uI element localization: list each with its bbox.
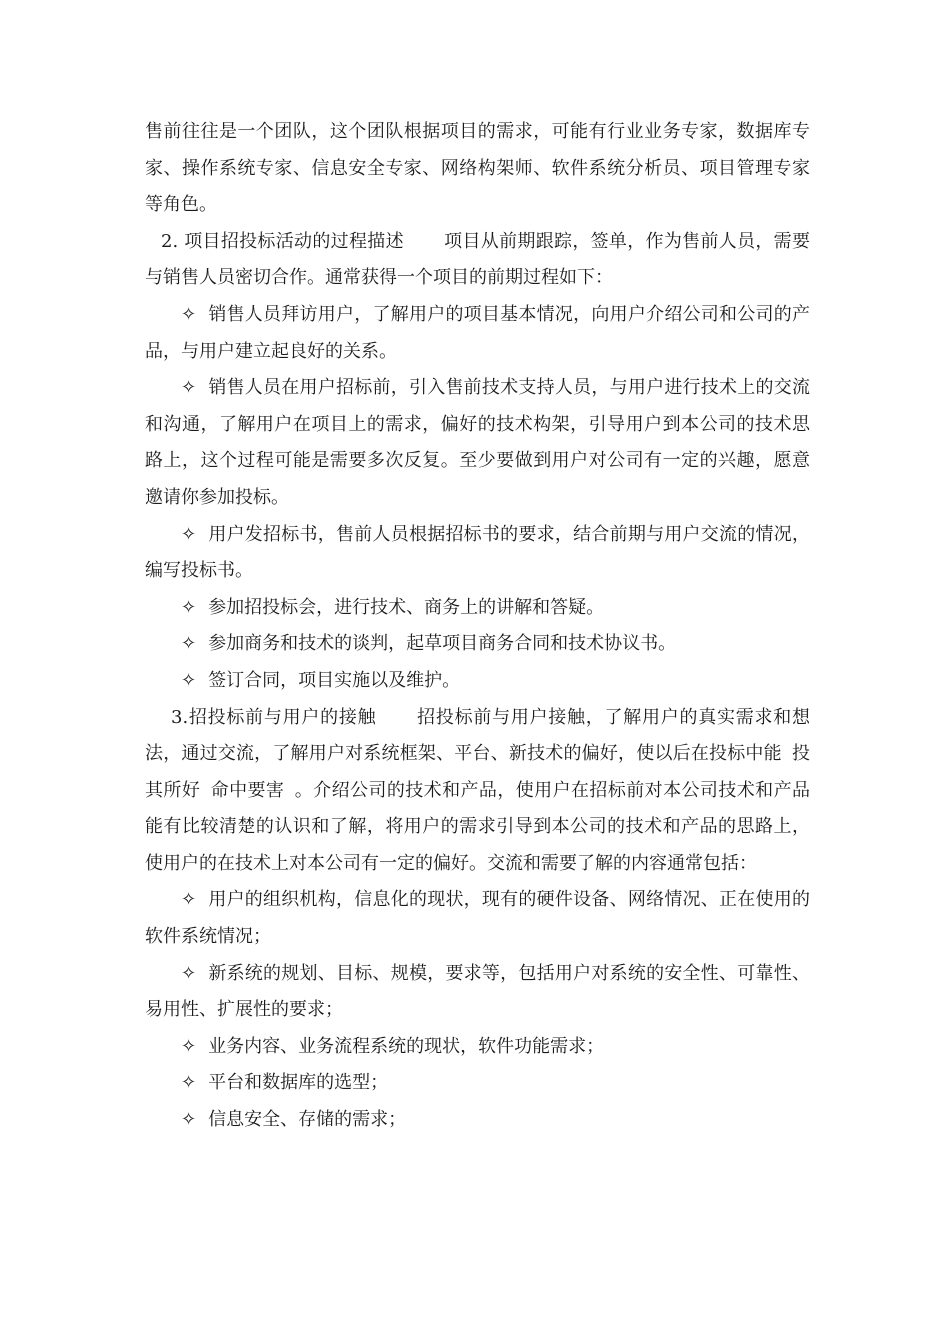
section-2-body: 项目从前期跟踪，签单，作为售前人员，需要与销售人员密切合作。通常获得一个项目的前期过程如下： bbox=[145, 230, 810, 289]
list-item: ✧ 新系统的规划、目标、规模，要求等，包括用户对系统的安全性、可靠性、易用性、扩展性的要求； bbox=[145, 962, 810, 1021]
section-3-body: 招投标前与用户接触，了解用户的真实需求和想法，通过交流，了解用户对系统框架、平台、新技术的偏好，使以后在投标中能 bbox=[145, 706, 810, 765]
diamond-bullet-icon: ✧ bbox=[181, 1035, 197, 1057]
diamond-bullet-icon: ✧ bbox=[181, 669, 197, 691]
list-item: ✧ 参加商务和技术的谈判，起草项目商务合同和技术协议书。 bbox=[181, 633, 677, 655]
list-item: ✧ 信息安全、存储的需求； bbox=[181, 1109, 407, 1131]
document-body bbox=[145, 114, 810, 1139]
diamond-bullet-icon: ✧ bbox=[181, 889, 197, 911]
intro-paragraph: 售前往往是一个团队，这个团队根据项目的需求，可能有行业业务专家，数据库专家、操作系统专家、信息安全专家、网络构架师、软件系统分析员、项目管理专家等角色。 bbox=[145, 121, 810, 216]
list-item: ✧ 销售人员在用户招标前，引入售前技术支持人员，与用户进行技术上的交流和沟通，了解用户在项目上的需求，偏好的技术构架，引导用户到本公司的技术思路上，这个过程可能是需要多次反复。至少要做到用户对公司有一定的兴趣，愿意邀请你参加投标。 bbox=[145, 377, 810, 508]
list-item: ✧ 平台和数据库的选型； bbox=[181, 1072, 389, 1094]
section-2-paragraph bbox=[145, 224, 810, 297]
list-item: ✧ 用户的组织机构，信息化的现状，现有的硬件设备、网络情况、正在使用的软件系统情况； bbox=[145, 889, 810, 948]
list-item: ✧ 签订合同，项目实施以及维护。 bbox=[181, 669, 461, 691]
list-item: ✧ 用户发招标书，售前人员根据招标书的要求，结合前期与用户交流的情况，编写投标书。 bbox=[145, 523, 810, 582]
section-3-heading: 3.招投标前与用户的接触 bbox=[171, 706, 377, 728]
diamond-bullet-icon: ✧ bbox=[181, 633, 197, 655]
diamond-bullet-icon: ✧ bbox=[181, 596, 197, 618]
list-item: ✧ 参加招投标会，进行技术、商务上的讲解和答疑。 bbox=[181, 596, 605, 618]
diamond-bullet-icon: ✧ bbox=[181, 377, 197, 399]
section-2-heading: 2. 项目招投标活动的过程描述 bbox=[161, 230, 404, 252]
list-item: ✧ 业务内容、业务流程系统的现状，软件功能需求； bbox=[181, 1035, 605, 1057]
list-item: ✧ 销售人员拜访用户，了解用户的项目基本情况，向用户介绍公司和公司的产品，与用户建立起良好的关系。 bbox=[145, 303, 810, 362]
section-3-paragraph: 3.招投标前与用户的接触 招投标前与用户接触，了解用户的真实需求和想法，通过交流，了解用户对系统框架、平台、新技术的偏好，使以后在投标中能 投其所好 命中要害 。介绍公司的技术和产品，使用户在招标前对本公司技术和产品能有比较清楚的认识和了解，将用户的需求引导到本公司的技术和产品的思路上，使用户的在技术上对本公司有一定的偏好。交流和需要了解的内容通常包括： bbox=[145, 706, 811, 874]
diamond-bullet-icon: ✧ bbox=[181, 303, 197, 325]
diamond-bullet-icon: ✧ bbox=[181, 1109, 197, 1131]
diamond-bullet-icon: ✧ bbox=[181, 1072, 197, 1094]
diamond-bullet-icon: ✧ bbox=[181, 962, 197, 984]
diamond-bullet-icon: ✧ bbox=[181, 523, 197, 545]
